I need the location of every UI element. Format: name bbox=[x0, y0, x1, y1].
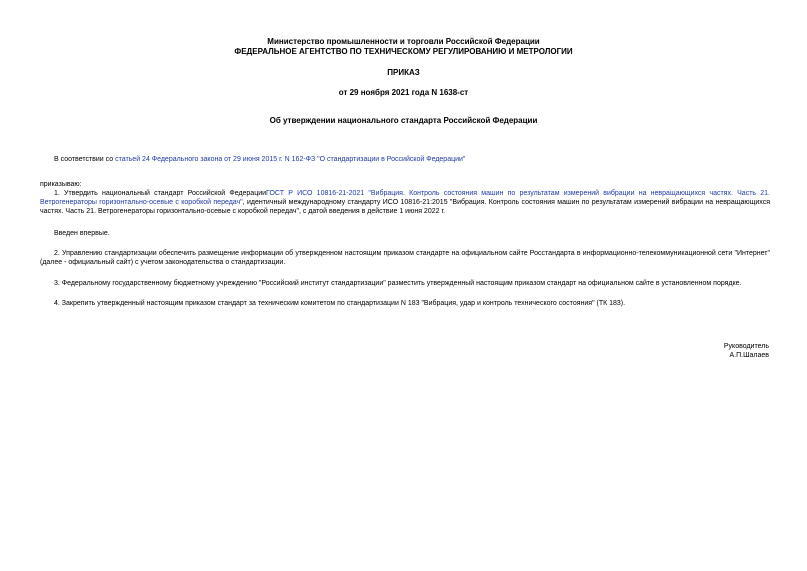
document-title: Об утверждении национального стандарта Российской Федерации bbox=[269, 116, 538, 125]
basis-paragraph bbox=[40, 155, 770, 164]
signature-position: Руководитель bbox=[723, 343, 769, 350]
item-4-paragraph: 4. Закрепить утвержденный настоящим приказом стандарт за техническим комитетом по стандартизации N 183 "Вибрация, удар и контроль технического состояния" (ТК 183). bbox=[54, 300, 626, 307]
basis-prefix: В соответствии со bbox=[54, 156, 116, 163]
item-1-paragraph bbox=[40, 189, 770, 217]
agency-name: ФЕДЕРАЛЬНОЕ АГЕНТСТВО ПО ТЕХНИЧЕСКОМУ РЕГУЛИРОВАНИЮ И МЕТРОЛОГИИ bbox=[234, 47, 573, 56]
item-1-suffix: , идентичный международному стандарту ИСО 10816-21:2015 "Вибрация. Контроль состояния машин по результатам измерений вибрации на невращающихся частях. Часть 21. Ветрогенераторы горизонтально-осевые с коробкой передач", с датой введения в действие 1 июня 2022 г. bbox=[40, 199, 771, 216]
order-word: приказываю: bbox=[40, 181, 82, 188]
item-2-paragraph: 2. Управлению стандартизации обеспечить размещение информации об утвержденном настоящим приказом стандарте на официальном сайте Росстандарта в информационно-телекоммуникационной сети "Интернет" (далее - официальный сайт) с учетом законодательства о стандартизации. bbox=[40, 250, 770, 267]
document-date-number: от 29 ноября 2021 года N 1638-ст bbox=[338, 88, 469, 97]
item-1-prefix: 1. Утвердить национальный стандарт Российской Федерации bbox=[54, 190, 267, 197]
document-type: ПРИКАЗ bbox=[387, 68, 420, 77]
first-time-note: Введен впервые. bbox=[54, 230, 110, 237]
item-3-paragraph: 3. Федеральному государственному бюджетному учреждению "Российский институт стандартизации" разместить утвержденный настоящим приказом стандарт на официальном сайте в установленном порядке. bbox=[54, 280, 742, 287]
gost-standard-link[interactable]: ГОСТ Р ИСО 10816-21-2021 "Вибрация. Контроль состояния машин по результатам измерений вибрации на невращающихся частях. Часть 21. Ветрогенераторы горизонтально-осевые с коробкой передач" bbox=[40, 190, 770, 207]
ministry-name: Министерство промышленности и торговли Российской Федерации bbox=[267, 37, 540, 46]
signature-name: А.П.Шалаев bbox=[729, 352, 769, 359]
federal-law-link[interactable]: статьей 24 Федерального закона от 29 июня 2015 г. N 162-ФЗ "О стандартизации в Российской Федерации" bbox=[115, 156, 466, 163]
